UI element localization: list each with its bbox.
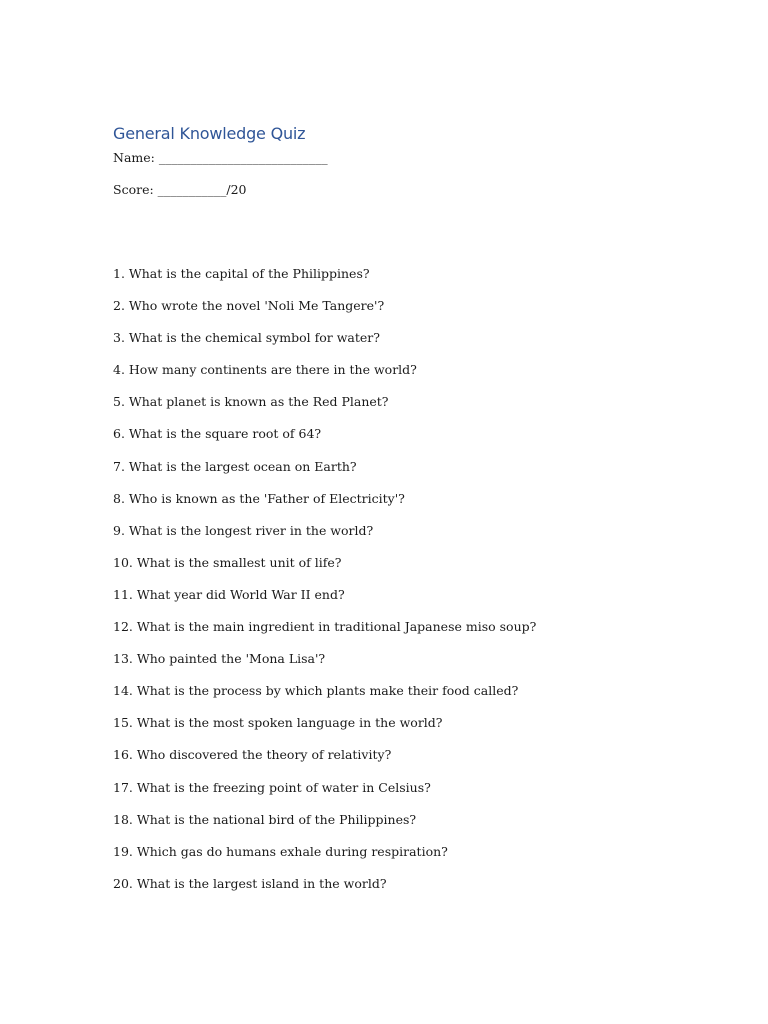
question-item: 5. What planet is known as the Red Planet?	[113, 394, 389, 410]
question-item: 3. What is the chemical symbol for water?	[113, 330, 380, 346]
question-item: 18. What is the national bird of the Philippines?	[113, 811, 417, 827]
name-field: Name: ___________________________	[113, 150, 328, 165]
question-item: 1. What is the capital of the Philippines?	[113, 266, 370, 281]
question-item: 13. Who painted the 'Mona Lisa'?	[113, 651, 326, 667]
question-item: 2. Who wrote the novel 'Noli Me Tangere'?	[113, 298, 385, 314]
question-item: 15. What is the most spoken language in the world?	[113, 715, 443, 731]
question-item: 6. What is the square root of 64?	[113, 426, 322, 442]
question-item: 14. What is the process by which plants make their food called?	[113, 683, 519, 699]
score-field: Score: ___________/20	[113, 182, 247, 197]
question-item: 7. What is the largest ocean on Earth?	[113, 458, 357, 474]
question-item: 20. What is the largest island in the world?	[113, 875, 387, 891]
question-item: 19. Which gas do humans exhale during respiration?	[113, 843, 448, 859]
question-item: 8. Who is known as the 'Father of Electricity'?	[113, 490, 405, 506]
question-item: 17. What is the freezing point of water in Celsius?	[113, 779, 431, 795]
question-item: 12. What is the main ingredient in traditional Japanese miso soup?	[113, 619, 537, 635]
question-item: 4. How many continents are there in the world?	[113, 362, 417, 378]
question-item: 11. What year did World War II end?	[113, 586, 345, 602]
question-item: 16. Who discovered the theory of relativity?	[113, 747, 392, 763]
question-item: 9. What is the longest river in the world?	[113, 522, 374, 538]
page-title: General Knowledge Quiz	[113, 124, 306, 143]
question-list	[113, 266, 536, 908]
question-item: 10. What is the smallest unit of life?	[113, 554, 342, 570]
